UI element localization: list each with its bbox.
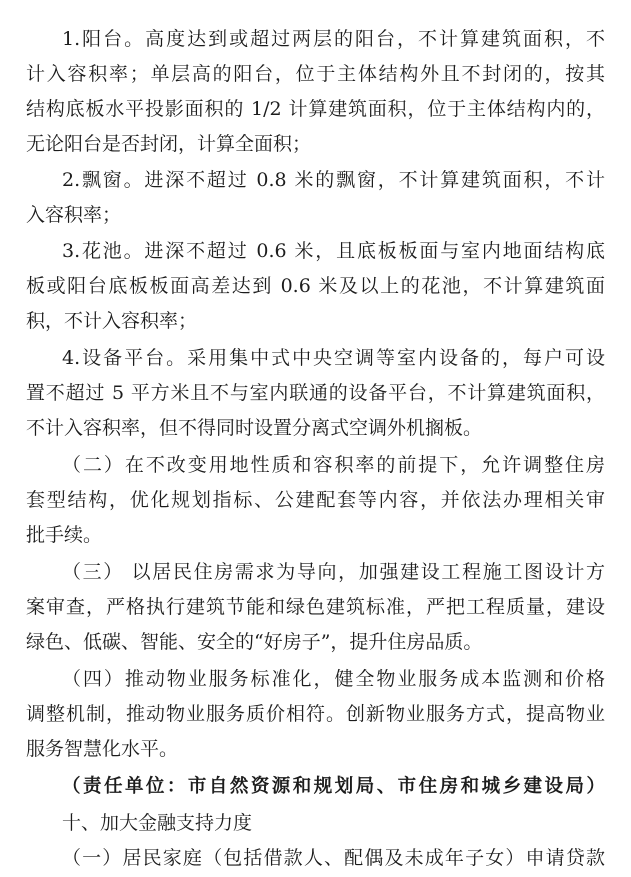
balcony-clause-line-2: 计入容积率；单层高的阳台，位于主体结构外且不封闭的，按其 [26, 63, 605, 85]
section-4-line-2: 调整机制，推动物业服务质价相符。创新物业服务方式，提高物业 [26, 703, 605, 725]
flower-bed-clause-line-1: 3.花池。进深不超过 0.6 米，且底板板面与室内地面结构底 [62, 240, 605, 262]
section-4-line-3: 服务智慧化水平。 [26, 738, 179, 760]
balcony-clause-line-3: 结构底板水平投影面积的 1/2 计算建筑面积，位于主体结构内的， [26, 98, 605, 120]
section-2-line-2: 套型结构，优化规划指标、公建配套等内容，并依法办理相关审 [26, 489, 605, 511]
section-10-1-line-1: （一）居民家庭（包括借款人、配偶及未成年子女）申请贷款 [62, 847, 605, 869]
section-heading-ten: 十、加大金融支持力度 [62, 812, 253, 834]
equipment-platform-clause-line-1: 4.设备平台。采用集中式中央空调等室内设备的，每户可设 [62, 347, 605, 369]
equipment-platform-clause-line-3: 不计入容积率，但不得同时设置分离式空调外机搁板。 [26, 417, 483, 439]
section-3-line-2: 案审查，严格执行建筑节能和绿色建筑标准，严把工程质量，建设 [26, 596, 605, 618]
balcony-clause-line-1: 1.阳台。高度达到或超过两层的阳台，不计算建筑面积，不 [62, 28, 605, 50]
flower-bed-clause-line-3: 积，不计入容积率； [26, 310, 198, 332]
section-3-line-1: （三） 以居民住房需求为导向，加强建设工程施工图设计方 [62, 561, 605, 583]
responsible-units: （责任单位：市自然资源和规划局、市住房和城乡建设局） [62, 776, 605, 797]
section-4-line-1: （四）推动物业服务标准化，健全物业服务成本监测和价格 [62, 668, 605, 690]
section-3-line-3: 绿色、低碳、智能、安全的“好房子”，提升住房品质。 [26, 631, 483, 653]
bay-window-clause-line-1: 2.飘窗。进深不超过 0.8 米的飘窗，不计算建筑面积，不计 [62, 169, 605, 191]
equipment-platform-clause-line-2: 置不超过 5 平方米且不与室内联通的设备平台，不计算建筑面积， [26, 382, 605, 404]
section-2-line-3: 批手续。 [26, 524, 103, 546]
flower-bed-clause-line-2: 板或阳台底板板面高差达到 0.6 米及以上的花池，不计算建筑面 [26, 275, 605, 297]
bay-window-clause-line-2: 入容积率； [26, 204, 122, 226]
balcony-clause-line-4: 无论阳台是否封闭，计算全面积； [26, 133, 312, 155]
section-2-line-1: （二）在不改变用地性质和容积率的前提下，允许调整住房 [62, 454, 605, 476]
